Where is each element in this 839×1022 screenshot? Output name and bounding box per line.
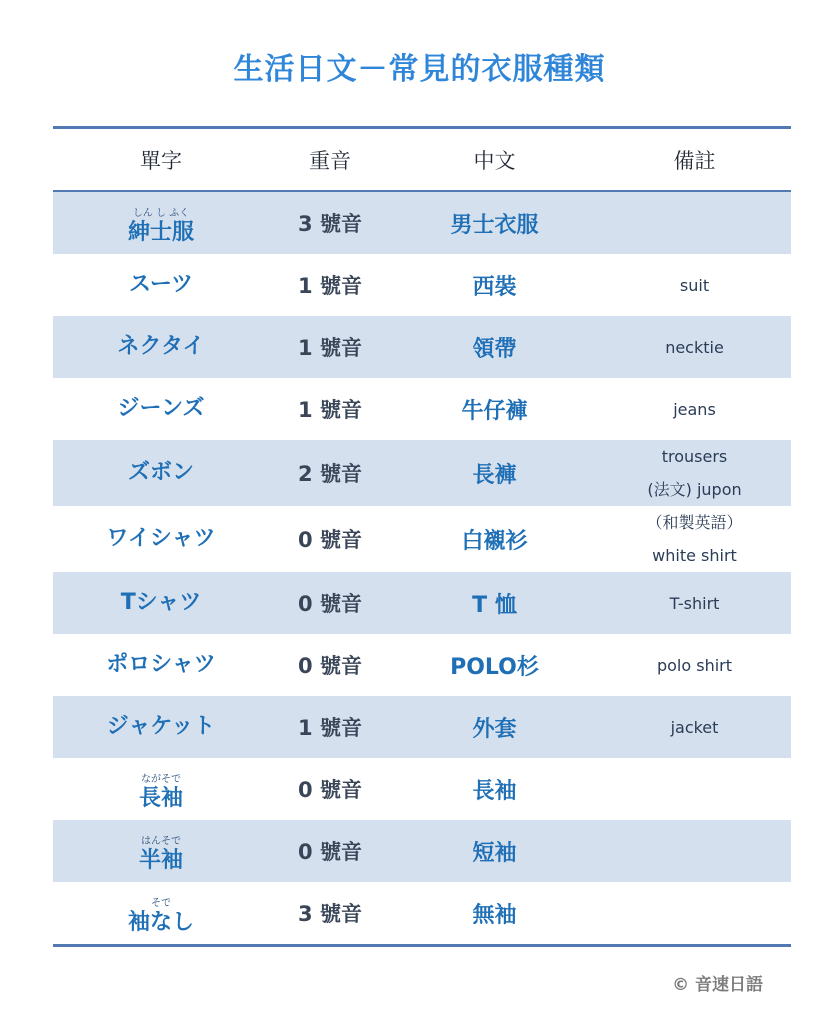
table-header-row bbox=[53, 129, 791, 192]
accent-cell: 3 號音 bbox=[298, 902, 362, 926]
note-cell bbox=[598, 331, 791, 364]
note-cell bbox=[598, 711, 791, 744]
table-row bbox=[53, 192, 791, 254]
chinese-cell: 白襯衫 bbox=[461, 528, 528, 554]
accent-cell: 2 號音 bbox=[298, 462, 362, 486]
chinese-cell: 長袖 bbox=[472, 778, 517, 804]
note-line: （和製英語） bbox=[646, 513, 743, 532]
accent-cell: 0 號音 bbox=[298, 528, 362, 552]
header-accent: 重音 bbox=[309, 148, 351, 173]
table-row bbox=[53, 254, 791, 316]
table-row bbox=[53, 758, 791, 820]
note-line: polo shirt bbox=[656, 655, 733, 675]
page-title: 生活日文－常見的衣服種類 bbox=[233, 52, 606, 87]
note-line: necktie bbox=[665, 337, 724, 357]
chinese-cell: 男士衣服 bbox=[450, 212, 539, 238]
copyright-notice: © 音速日語 bbox=[672, 975, 763, 995]
accent-cell: 1 號音 bbox=[298, 398, 362, 422]
note-line: suit bbox=[679, 275, 710, 295]
word-cell bbox=[53, 714, 269, 740]
word-text: ネクタイ bbox=[117, 334, 205, 359]
word-text: ポロシャツ bbox=[106, 652, 216, 677]
word-text: 袖なし bbox=[127, 909, 194, 935]
header-note: 備註 bbox=[673, 148, 716, 173]
note-line: trousers bbox=[661, 447, 728, 466]
table-row bbox=[53, 440, 791, 506]
note-cell bbox=[598, 393, 791, 426]
furigana: しん し ふく bbox=[132, 207, 190, 219]
header-chinese: 中文 bbox=[473, 148, 516, 173]
note-cell bbox=[598, 269, 791, 302]
accent-cell: 1 號音 bbox=[298, 336, 362, 360]
chinese-cell: 短袖 bbox=[472, 840, 517, 866]
word-text: ジャケット bbox=[106, 714, 216, 739]
word-cell bbox=[53, 590, 269, 616]
note-line: jacket bbox=[670, 717, 719, 737]
table-row bbox=[53, 882, 791, 944]
furigana: ながそで bbox=[140, 773, 181, 785]
word-text: 長袖 bbox=[138, 785, 183, 811]
furigana: はんそで bbox=[140, 835, 181, 847]
vocabulary-table bbox=[53, 126, 791, 947]
table-row bbox=[53, 820, 791, 882]
chinese-cell: T 恤 bbox=[472, 592, 517, 618]
word-cell bbox=[53, 526, 269, 552]
note-cell bbox=[598, 649, 791, 682]
table-row bbox=[53, 634, 791, 696]
table-row bbox=[53, 316, 791, 378]
accent-cell: 0 號音 bbox=[298, 592, 362, 616]
accent-cell: 0 號音 bbox=[298, 840, 362, 864]
chinese-cell: 長褲 bbox=[472, 462, 517, 488]
table-row bbox=[53, 696, 791, 758]
word-cell bbox=[53, 652, 269, 678]
note-line: (法文) jupon bbox=[647, 480, 742, 499]
chinese-cell: 領帶 bbox=[472, 336, 517, 362]
chinese-cell: POLO杉 bbox=[450, 654, 539, 680]
word-cell bbox=[53, 460, 269, 486]
word-text: Tシャツ bbox=[120, 590, 202, 615]
accent-cell: 1 號音 bbox=[298, 716, 362, 740]
word-cell bbox=[53, 396, 269, 422]
chinese-cell: 牛仔褲 bbox=[461, 398, 528, 424]
chinese-cell: 西裝 bbox=[472, 274, 517, 300]
note-cell bbox=[598, 440, 791, 506]
table-row bbox=[53, 572, 791, 634]
note-cell bbox=[598, 506, 791, 572]
word-text: 紳士服 bbox=[127, 219, 194, 245]
word-text: ズボン bbox=[127, 460, 194, 485]
word-text: 半袖 bbox=[138, 847, 183, 873]
word-cell bbox=[53, 891, 269, 936]
word-text: スーツ bbox=[128, 272, 194, 297]
note-line: white shirt bbox=[652, 546, 737, 565]
word-cell bbox=[53, 201, 269, 246]
note-cell bbox=[598, 587, 791, 620]
chinese-cell: 外套 bbox=[472, 716, 517, 742]
word-cell bbox=[53, 334, 269, 360]
accent-cell: 3 號音 bbox=[298, 212, 362, 236]
note-line: T-shirt bbox=[669, 593, 720, 613]
word-text: ジーンズ bbox=[117, 396, 205, 421]
word-cell bbox=[53, 767, 269, 812]
chinese-cell: 無袖 bbox=[472, 902, 517, 928]
word-text: ワイシャツ bbox=[106, 526, 216, 551]
accent-cell: 1 號音 bbox=[298, 274, 362, 298]
word-cell bbox=[53, 829, 269, 874]
word-cell bbox=[53, 272, 269, 298]
note-line: jeans bbox=[673, 399, 716, 419]
table-row bbox=[53, 506, 791, 572]
furigana: そで bbox=[150, 897, 171, 909]
header-word: 單字 bbox=[140, 148, 182, 173]
accent-cell: 0 號音 bbox=[298, 654, 362, 678]
accent-cell: 0 號音 bbox=[298, 778, 362, 802]
table-row bbox=[53, 378, 791, 440]
